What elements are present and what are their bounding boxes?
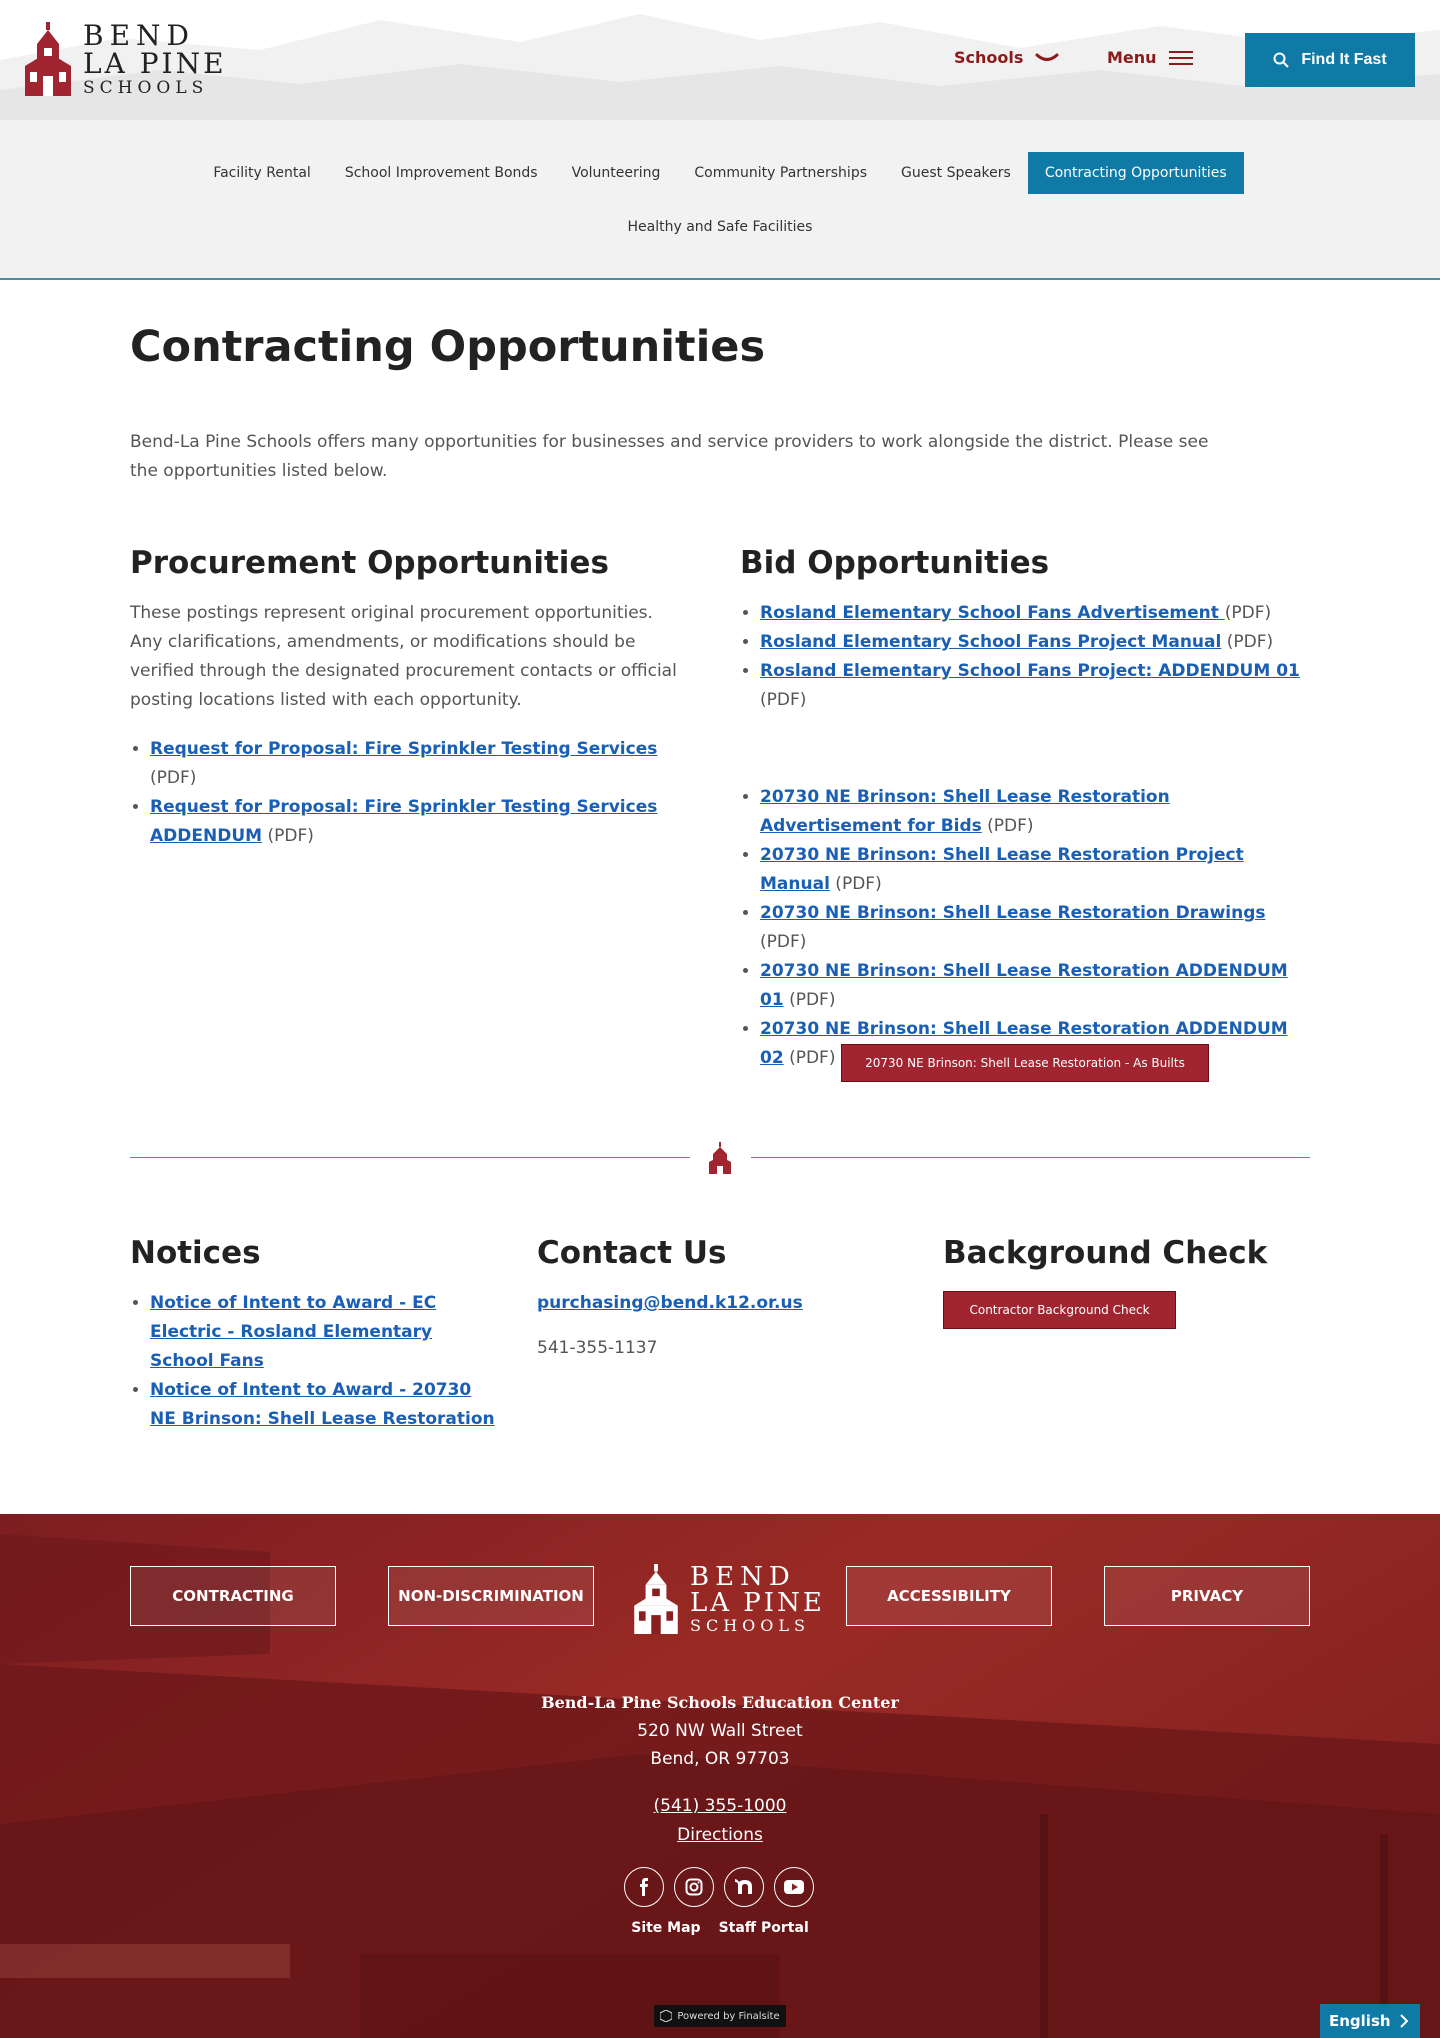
contractor-background-check-button[interactable]: Contractor Background Check <box>943 1291 1176 1329</box>
background-check-section <box>943 1235 1313 1329</box>
instagram-icon[interactable] <box>674 1867 714 1907</box>
subnav-item-contracting-opportunities[interactable]: Contracting Opportunities <box>1028 152 1244 194</box>
footer-utility-links <box>0 1920 1440 1936</box>
bid-link[interactable]: Rosland Elementary School Fans Project Manual <box>760 632 1222 652</box>
pdf-label: (PDF) <box>783 1048 836 1068</box>
pdf-label: (PDF) <box>783 990 836 1010</box>
logo-text-schools: SCHOOLS <box>83 78 209 98</box>
powered-by-label: Powered by Finalsite <box>677 2010 780 2022</box>
search-icon <box>1273 52 1289 68</box>
site-logo[interactable] <box>25 19 227 98</box>
bid-link[interactable]: 20730 NE Brinson: Shell Lease Restoration Drawings <box>760 903 1266 923</box>
list-item <box>760 783 1300 841</box>
footer-phone-link[interactable]: (541) 355-1000 <box>653 1796 787 1816</box>
footer-contact-links <box>0 1792 1440 1850</box>
subnav-item-school-improvement-bonds[interactable]: School Improvement Bonds <box>344 165 538 181</box>
logo-text-lapine: LA PINE <box>83 47 227 80</box>
procurement-description: These postings represent original procurement opportunities. Any clarifications, amendments, or modifications should be verified through the designated procurement contacts or official posting locations listed with each opportunity. <box>130 603 677 710</box>
notices-heading: Notices <box>130 1235 261 1271</box>
subnav-row-2 <box>0 206 1440 248</box>
footer-street: 520 NW Wall Street <box>637 1721 803 1741</box>
footer-privacy-button[interactable]: PRIVACY <box>1104 1566 1310 1626</box>
section-divider-left <box>130 1157 690 1158</box>
bid-link[interactable]: Rosland Elementary School Fans Advertisement <box>760 603 1225 623</box>
footer-city: Bend, OR 97703 <box>650 1749 790 1769</box>
procurement-heading: Procurement Opportunities <box>130 545 609 581</box>
schools-label: Schools <box>954 48 1024 67</box>
schoolhouse-divider-icon <box>709 1142 731 1174</box>
pdf-label: (PDF) <box>760 690 807 710</box>
subnav-item-community-partnerships[interactable]: Community Partnerships <box>694 165 867 181</box>
site-map-link[interactable]: Site Map <box>631 1920 701 1936</box>
section-divider-right <box>751 1157 1310 1158</box>
powered-by-badge[interactable] <box>654 2005 786 2027</box>
footer-logo[interactable] <box>634 1564 825 1634</box>
list-item <box>760 657 1320 715</box>
list-item <box>760 899 1300 957</box>
subnav-item-guest-speakers[interactable]: Guest Speakers <box>901 165 1011 181</box>
page-intro: Bend-La Pine Schools offers many opportunities for businesses and service providers to work alongside the district. Please see the opportunities listed below. <box>130 432 1209 481</box>
footer-address <box>0 1689 1440 1773</box>
site-footer <box>0 1514 1440 2038</box>
notices-section <box>130 1235 500 1434</box>
pdf-label: (PDF) <box>760 932 807 952</box>
background-check-heading: Background Check <box>943 1235 1268 1271</box>
bid-link[interactable]: 20730 NE Brinson: Shell Lease Restoration Project Manual <box>760 845 1244 894</box>
procurement-list <box>130 735 690 851</box>
schools-dropdown[interactable] <box>954 48 1059 67</box>
pdf-label: (PDF) <box>262 826 314 846</box>
footer-non-discrimination-button[interactable]: NON-DISCRIMINATION <box>388 1566 594 1626</box>
contact-section <box>537 1235 907 1363</box>
as-builts-button[interactable]: 20730 NE Brinson: Shell Lease Restoration - As Builts <box>841 1044 1209 1082</box>
bid-link[interactable]: 20730 NE Brinson: Shell Lease Restoration ADDENDUM 01 <box>760 961 1288 1010</box>
subnav-row-1 <box>0 152 1440 194</box>
section-subnav <box>0 120 1440 280</box>
menu-label: Menu <box>1107 48 1157 67</box>
page-title: Contracting Opportunities <box>130 322 766 372</box>
list-item <box>150 1376 500 1434</box>
list-item <box>760 628 1320 657</box>
procurement-section <box>130 545 690 851</box>
finalsite-logo-icon <box>660 2010 672 2022</box>
youtube-icon[interactable] <box>774 1867 814 1907</box>
list-item <box>760 599 1320 628</box>
schoolhouse-logo-icon <box>25 22 71 96</box>
subnav-item-healthy-safe-facilities[interactable]: Healthy and Safe Facilities <box>627 219 813 235</box>
menu-toggle[interactable] <box>1107 48 1193 67</box>
list-item <box>760 841 1300 899</box>
schoolhouse-logo-icon <box>634 1564 678 1634</box>
footer-accessibility-button[interactable]: ACCESSIBILITY <box>846 1566 1052 1626</box>
subnav-item-volunteering[interactable]: Volunteering <box>571 165 661 181</box>
chevron-down-icon <box>1035 52 1059 64</box>
language-selector[interactable] <box>1320 2004 1420 2038</box>
notice-link[interactable]: Notice of Intent to Award - EC Electric - Rosland Elementary School Fans <box>150 1293 437 1371</box>
site-header <box>0 0 1440 120</box>
footer-contracting-button[interactable]: CONTRACTING <box>130 1566 336 1626</box>
footer-org-name: Bend-La Pine Schools Education Center <box>541 1693 899 1712</box>
contact-email-link[interactable]: purchasing@bend.k12.or.us <box>537 1293 803 1313</box>
list-item <box>150 1289 500 1376</box>
footer-logo-text-bend: BEND <box>690 1562 796 1592</box>
social-links <box>624 1867 814 1907</box>
procurement-link[interactable]: Request for Proposal: Fire Sprinkler Testing Services ADDENDUM <box>150 797 658 846</box>
hamburger-icon <box>1169 50 1193 66</box>
list-item <box>760 957 1300 1015</box>
list-item <box>150 793 690 851</box>
footer-directions-link[interactable]: Directions <box>677 1825 763 1845</box>
notices-list <box>130 1289 500 1434</box>
pdf-label: (PDF) <box>150 768 197 788</box>
procurement-link[interactable]: Request for Proposal: Fire Sprinkler Testing Services <box>150 739 658 759</box>
pdf-label: (PDF) <box>829 874 882 894</box>
nextdoor-icon[interactable] <box>724 1867 764 1907</box>
find-it-fast-button[interactable] <box>1245 33 1415 87</box>
find-it-fast-label: Find It Fast <box>1301 51 1387 68</box>
subnav-item-facility-rental[interactable]: Facility Rental <box>213 165 311 181</box>
bid-list-brinson <box>740 783 1300 1073</box>
language-label: English <box>1329 2012 1391 2030</box>
bid-link[interactable]: 20730 NE Brinson: Shell Lease Restoration Advertisement for Bids <box>760 787 1170 836</box>
bid-link[interactable]: 20730 NE Brinson: Shell Lease Restoration ADDENDUM 02 <box>760 1019 1288 1068</box>
notice-link[interactable]: Notice of Intent to Award - 20730 NE Brinson: Shell Lease Restoration <box>150 1380 495 1429</box>
list-item <box>150 735 690 793</box>
bid-list-rosland <box>740 599 1320 715</box>
staff-portal-link[interactable]: Staff Portal <box>718 1920 809 1936</box>
footer-logo-text-lapine: LA PINE <box>690 1588 825 1618</box>
bid-heading: Bid Opportunities <box>740 545 1050 581</box>
pdf-label: (PDF) <box>1221 632 1274 652</box>
pdf-label: (PDF) <box>981 816 1034 836</box>
pdf-label: (PDF) <box>1224 603 1272 623</box>
bid-link[interactable]: Rosland Elementary School Fans Project: ADDENDUM 01 <box>760 661 1300 681</box>
footer-logo-text-schools: SCHOOLS <box>690 1616 810 1635</box>
logo-text-bend: BEND <box>83 19 195 52</box>
facebook-icon[interactable] <box>624 1867 664 1907</box>
contact-heading: Contact Us <box>537 1235 727 1271</box>
contact-phone: 541-355-1137 <box>537 1338 658 1358</box>
bid-section <box>740 545 1320 1073</box>
chevron-right-icon <box>1400 2014 1408 2028</box>
